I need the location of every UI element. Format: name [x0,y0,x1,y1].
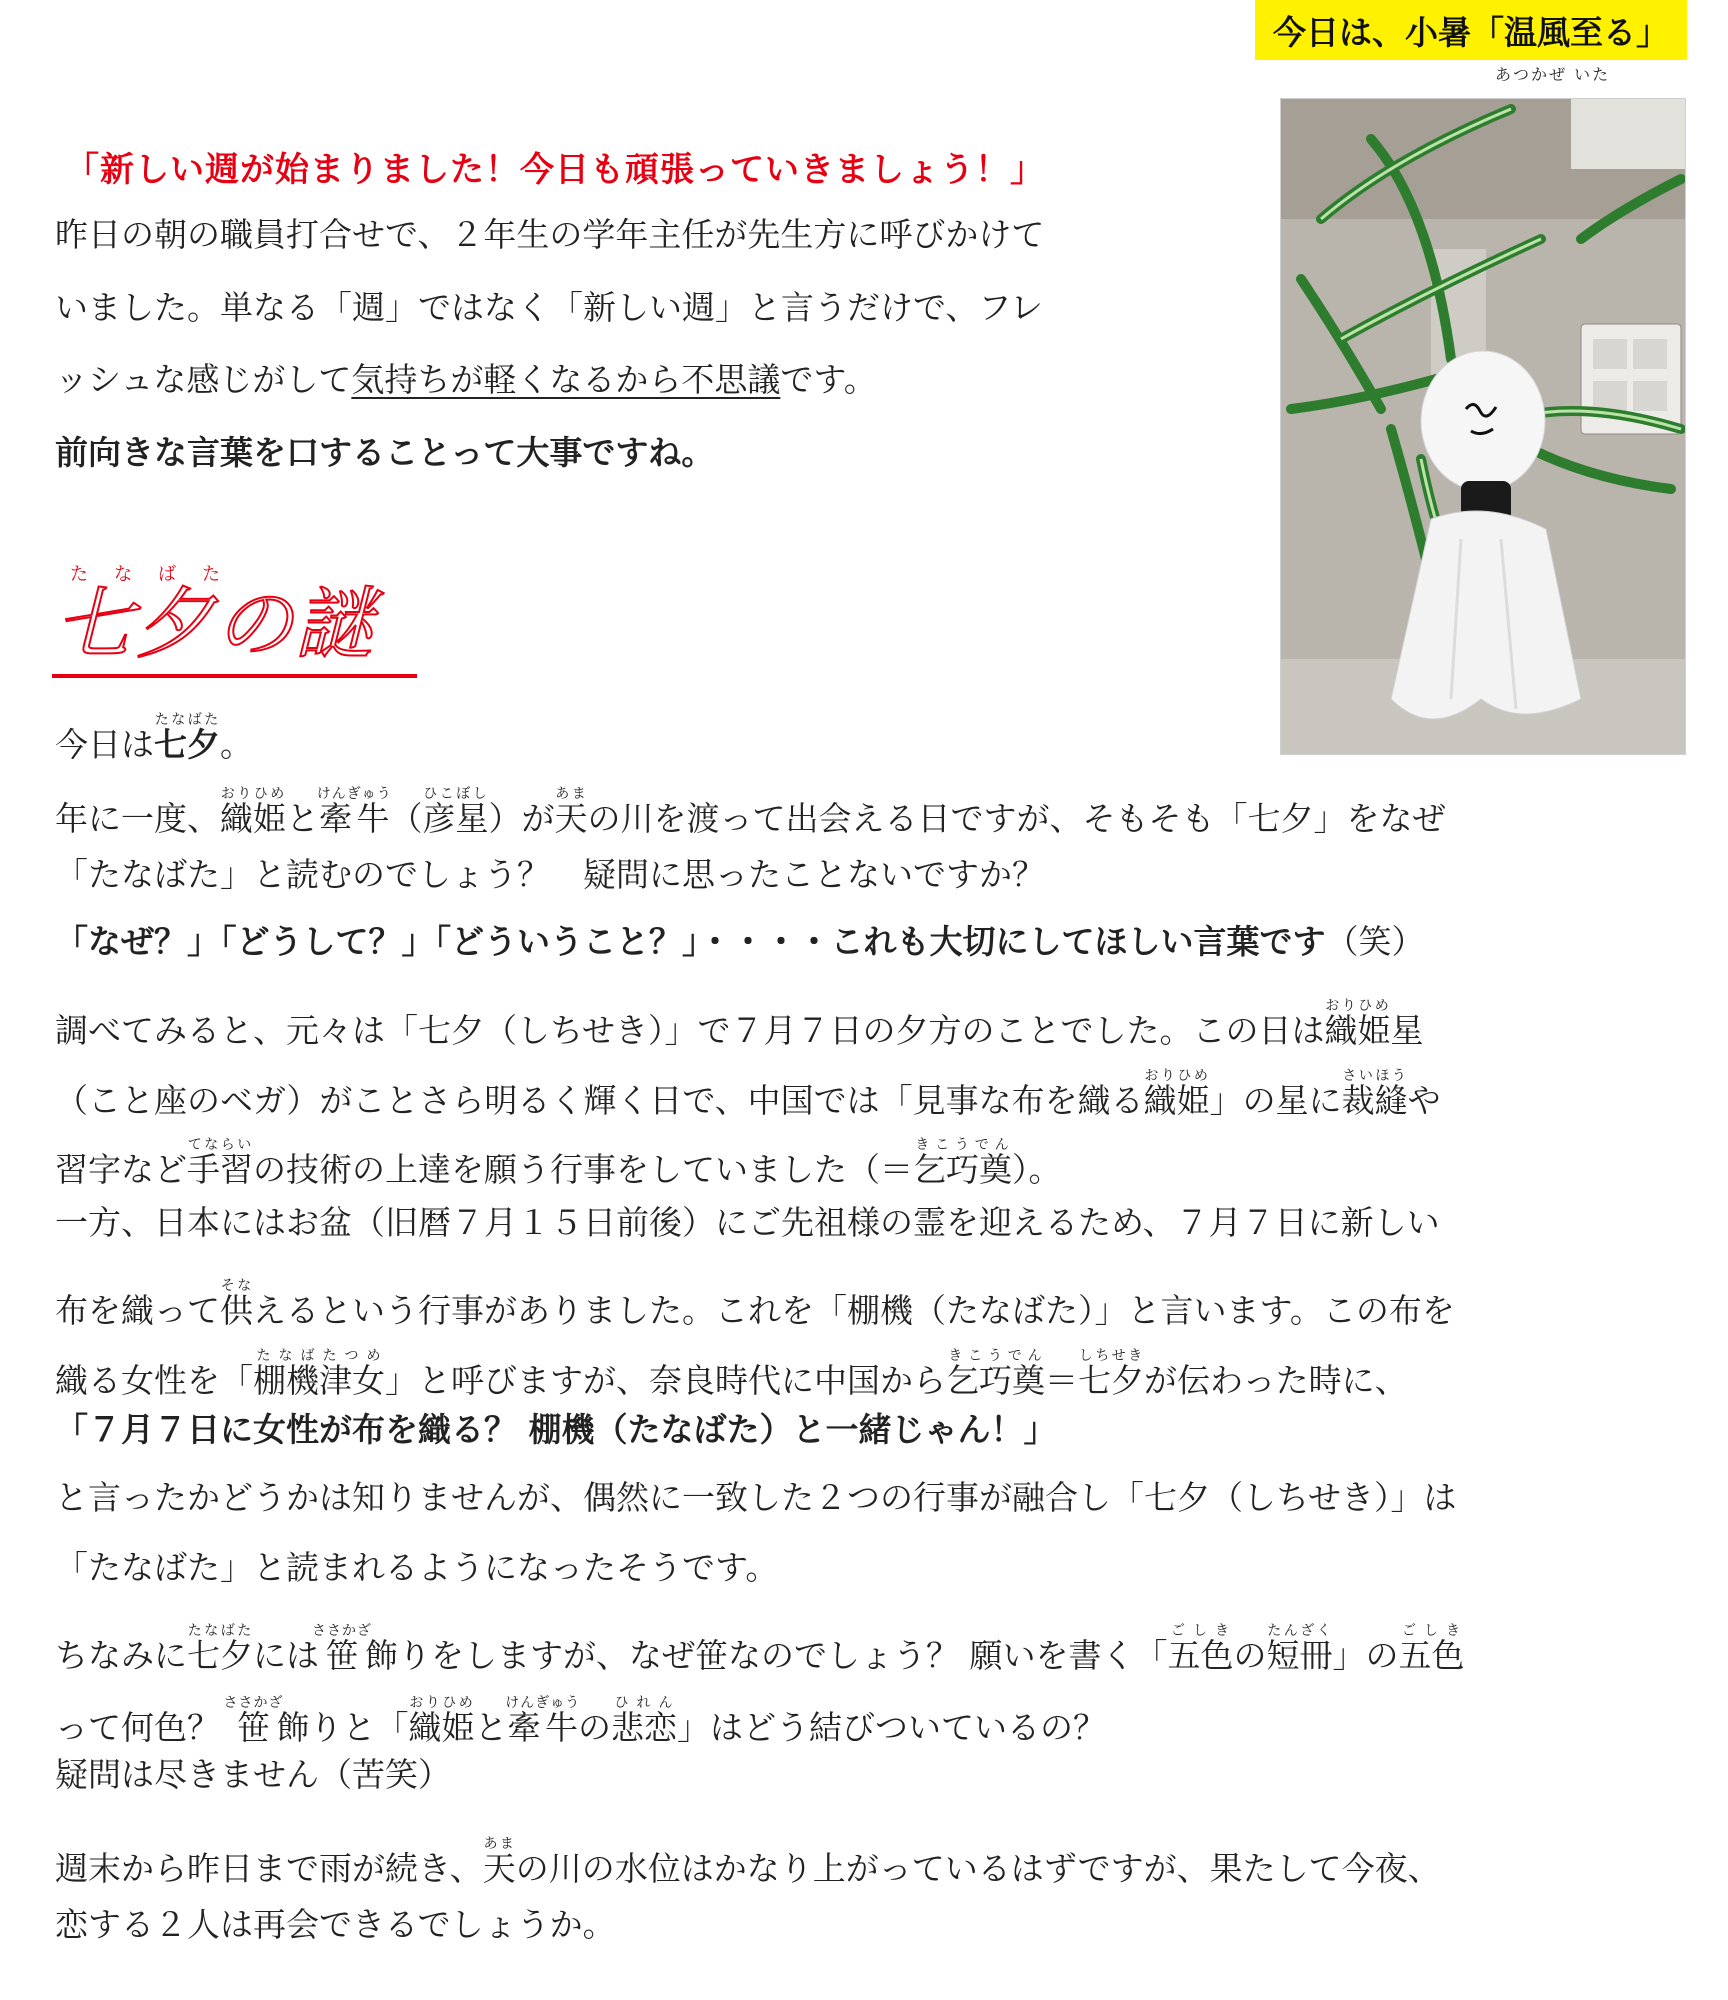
intro-line-2: いました。単なる「週」ではなく「新しい週」と言うだけで、フレ [55,288,1044,327]
body-line-13: 「たなばた」と読まれるようになったそうです。 [55,1548,779,1587]
tanabata-doll-photo [1280,98,1686,755]
body-line-3: 「たなばた」と読むのでしょう？ 疑問に思ったことないですか？ [55,855,1045,894]
body-line-4: 「なぜ？」「どうして？」「どういうこと？」・・・・これも大切にしてほしい言葉です（笑） [55,922,1425,961]
body-line-17: 週末から昨日まで雨が続き、天あまの川の水位はかなり上がっているはずですが、果たして今夜、 [55,1836,1441,1888]
section-title: 七夕の謎 [55,580,376,670]
body-line-11: 「７月７日に女性が布を織る？ 棚機（たなばた）と一緒じゃん！」 [55,1410,1057,1449]
underlined-phrase: 気持ちが軽くなるから不思議 [351,360,781,399]
body-line-2: 年に一度、織姫おりひめと牽牛けんぎゅう（彦星ひこぼし）が天あまの川を渡って出会える日ですが、そもそも「七夕」をなぜ [55,786,1446,838]
body-line-10: 織る女性を「棚機津女たなばたつめ」と呼びますが、奈良時代に中国から乞巧奠きこうでん＝七夕しちせきが伝わった時に、 [55,1348,1408,1400]
body-line-18: 恋する２人は再会できるでしょうか。 [55,1905,616,1944]
body-line-14: ちなみに七夕たなばたには笹ささかざ飾りをしますが、なぜ笹なのでしょう？ 願いを書く「五色ごしきの短冊たんざく」の五色ごしき [55,1623,1465,1675]
body-line-1: 今日は七夕たなばた。 [55,712,253,764]
body-line-5: 調べてみると、元々は「七夕（しちせき）」で７月７日の夕方のことでした。この日は織姫おりひめ星 [55,998,1424,1050]
body-line-15: って何色？ 笹ささかざ飾りと「織姫おりひめと牽牛けんぎゅうの悲恋ひれん」はどう結びついているの？ [55,1695,1106,1747]
season-reading: あつかぜ いた [1495,65,1611,84]
intro-line-4: 前向きな言葉を口することって大事ですね。 [55,433,715,472]
greeting-quote: 「新しい週が始まりました！今日も頑張っていきましょう！」 [65,150,1045,190]
section-title-reading: たなばた [70,564,246,585]
intro-line-1: 昨日の朝の職員打合せで、２年生の学年主任が先生方に呼びかけて [55,215,1045,254]
body-line-7: 習字など手習てならいの技術の上達を願う行事をしていました（＝乞巧奠きこうでん）。 [55,1137,1062,1189]
body-line-16: 疑問は尽きません（苦笑） [55,1755,451,1794]
body-line-8: 一方、日本にはお盆（旧暦７月１５日前後）にご先祖様の霊を迎えるため、７月７日に新しい [55,1203,1440,1242]
body-line-9: 布を織って供そなえるという行事がありました。これを「棚機（たなばた）」と言います。この布を [55,1278,1455,1330]
intro-line-3: ッシュな感じがして気持ちが軽くなるから不思議です。 [55,360,877,399]
body-line-12: と言ったかどうかは知りませんが、偶然に一致した２つの行事が融合し「七夕（しちせき）」は [55,1478,1457,1517]
body-line-6: （こと座のベガ）がことさら明るく輝く日で、中国では「見事な布を織る織姫おりひめ」の星に裁縫さいほうや [55,1068,1441,1120]
season-banner: 今日は、小暑「温風至る」 [1255,0,1687,60]
section-title-underline [52,674,417,678]
